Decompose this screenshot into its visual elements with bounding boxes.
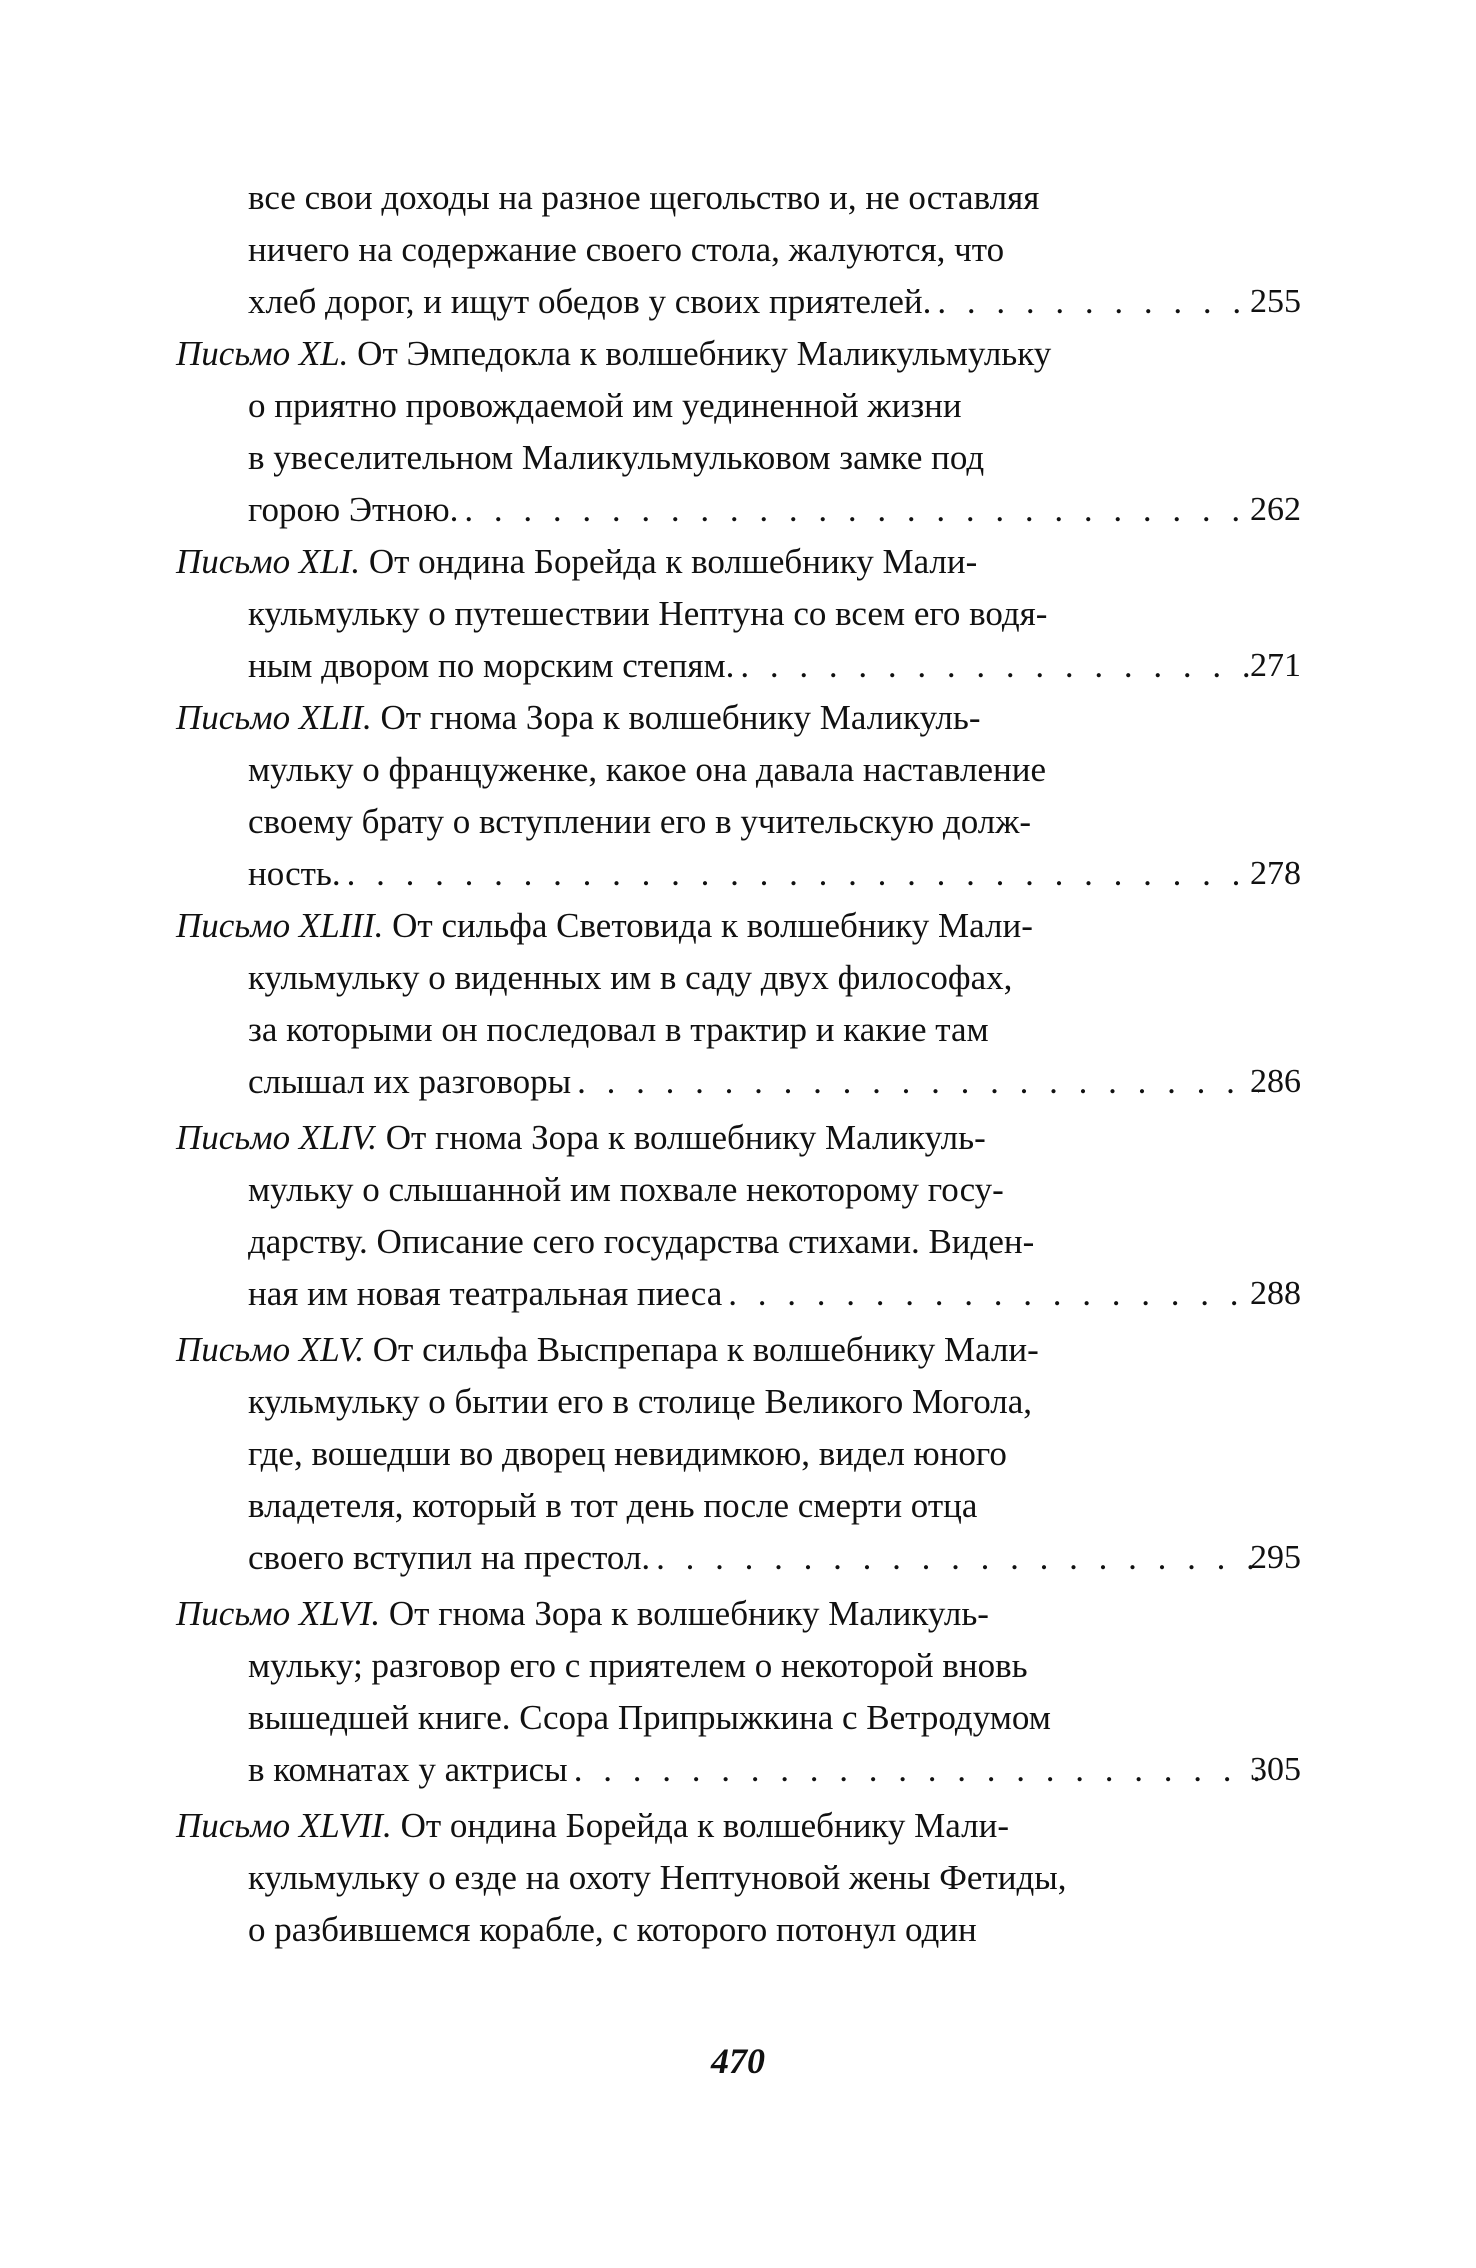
- entry-text: От сильфа Световида к волшебнику Мали-: [392, 906, 1033, 945]
- toc-line: [248, 1692, 1051, 1744]
- page-reference: 288: [1250, 1275, 1301, 1312]
- entry-text: за которыми он последовал в трактир и какие там: [248, 1010, 989, 1049]
- entry-text: От гнома Зора к волшебнику Маликуль-: [380, 698, 981, 737]
- toc-line: [248, 172, 1039, 224]
- leader-dots: [728, 1268, 1259, 1320]
- entry-text: хлеб дорог, и ищут обедов у своих приятелей.: [248, 282, 932, 321]
- entry-text: ным двором по морским степям.: [248, 646, 735, 685]
- entry-text: кульмульку о бытии его в столице Великого Могола,: [248, 1382, 1032, 1421]
- toc-line: [176, 1324, 1039, 1376]
- toc-line: [248, 848, 1259, 900]
- toc-line: [248, 1268, 1259, 1320]
- leader-dots: [577, 1056, 1259, 1108]
- page-reference: 262: [1250, 491, 1301, 528]
- entry-text: вышедшей книге. Ссора Припрыжкина с Ветродумом: [248, 1698, 1051, 1737]
- entry-text: в увеселительном Маликульмульковом замке под: [248, 438, 985, 477]
- page-number: 470: [711, 2041, 765, 2081]
- letter-label: Письмо XLVI.: [176, 1594, 389, 1633]
- page-reference: 295: [1250, 1539, 1301, 1576]
- toc-line: [176, 692, 981, 744]
- entry-text: дарству. Описание сего государства стихами. Виден-: [248, 1222, 1035, 1261]
- entry-text: От ондина Борейда к волшебнику Мали-: [368, 542, 978, 581]
- entry-text: кульмульку о езде на охоту Нептуновой жены Фетиды,: [248, 1858, 1067, 1897]
- entry-text: От сильфа Выспрепара к волшебнику Мали-: [372, 1330, 1039, 1369]
- toc-line: [248, 744, 1046, 796]
- leader-dots: [937, 276, 1259, 328]
- toc-line: [248, 1428, 1007, 1480]
- page-reference: 278: [1250, 855, 1301, 892]
- toc-line: [176, 1800, 1009, 1852]
- toc-line: [248, 1216, 1034, 1268]
- letter-label: Письмо XL.: [176, 334, 358, 373]
- letter-label: Письмо XLIV.: [176, 1118, 386, 1157]
- entry-text: От гнома Зора к волшебнику Маликуль-: [385, 1118, 986, 1157]
- toc-line: [248, 796, 1031, 848]
- toc-line: [248, 1852, 1067, 1904]
- page-reference: 271: [1250, 647, 1301, 684]
- entry-text: От Эмпедокла к волшебнику Маликульмульку: [357, 334, 1052, 373]
- toc-line: [248, 276, 1259, 328]
- letter-label: Письмо XLIII.: [176, 906, 393, 945]
- letter-label: Письмо XLI.: [176, 542, 369, 581]
- leader-dots: [574, 1744, 1259, 1796]
- toc-line: [248, 1164, 1004, 1216]
- entry-text: где, вошедши во дворец невидимкою, видел юного: [248, 1434, 1007, 1473]
- toc-line: [248, 1532, 1259, 1584]
- entry-text: своего вступил на престол.: [248, 1538, 651, 1577]
- toc-line: [248, 484, 1259, 536]
- toc-line: [248, 588, 1047, 640]
- toc-line: [248, 952, 1012, 1004]
- toc-line: [176, 328, 1051, 380]
- page-reference: 305: [1250, 1751, 1301, 1788]
- entry-text: о приятно провождаемой им уединенной жизни: [248, 386, 962, 425]
- entry-text: своему брату о вступлении его в учительскую долж-: [248, 802, 1032, 841]
- entry-text: ничего на содержание своего стола, жалуются, что: [248, 230, 1005, 269]
- toc-line: [176, 900, 1033, 952]
- toc-line: [248, 1744, 1259, 1796]
- letter-label: Письмо XLV.: [176, 1330, 373, 1369]
- leader-dots: [464, 484, 1259, 536]
- leader-dots: [740, 640, 1259, 692]
- entry-text: ная им новая театральная пиеса: [248, 1274, 723, 1313]
- entry-text: все свои доходы на разное щегольство и, не оставляя: [248, 178, 1040, 217]
- toc-line: [248, 640, 1259, 692]
- page-reference: 286: [1250, 1063, 1301, 1100]
- entry-text: От гнома Зора к волшебнику Маликуль-: [388, 1594, 989, 1633]
- entry-text: кульмульку о путешествии Нептуна со всем его водя-: [248, 594, 1048, 633]
- entry-text: мульку; разговор его с приятелем о некоторой вновь: [248, 1646, 1028, 1685]
- entry-text: мульку о слышанной им похвале некоторому госу-: [248, 1170, 1004, 1209]
- toc-line: [248, 1480, 977, 1532]
- toc-line: [176, 1588, 989, 1640]
- entry-text: слышал их разговоры: [248, 1062, 572, 1101]
- entry-text: кульмульку о виденных им в саду двух философах,: [248, 958, 1013, 997]
- entry-text: о разбившемся корабле, с которого потонул один: [248, 1910, 977, 1949]
- entry-text: в комнатах у актрисы: [248, 1750, 568, 1789]
- leader-dots: [656, 1532, 1259, 1584]
- letter-label: Письмо XLII.: [176, 698, 381, 737]
- entry-text: От ондина Борейда к волшебнику Мали-: [400, 1806, 1009, 1845]
- toc-line: [248, 1004, 989, 1056]
- toc-line: [248, 1056, 1259, 1108]
- entry-text: мульку о француженке, какое она давала наставление: [248, 750, 1046, 789]
- entry-text: ность.: [248, 854, 341, 893]
- entry-text: горою Этною.: [248, 490, 459, 529]
- toc-line: [248, 1904, 977, 1956]
- toc-line: [248, 380, 962, 432]
- toc-line: [248, 432, 984, 484]
- toc-line: [248, 1640, 1028, 1692]
- entry-text: владетеля, который в тот день после смерти отца: [248, 1486, 978, 1525]
- leader-dots: [347, 848, 1259, 900]
- toc-line: [248, 224, 1004, 276]
- letter-label: Письмо XLVII.: [176, 1806, 401, 1845]
- toc-line: [176, 536, 977, 588]
- page-reference: 255: [1250, 283, 1301, 320]
- toc-line: [176, 1112, 986, 1164]
- toc-line: [248, 1376, 1032, 1428]
